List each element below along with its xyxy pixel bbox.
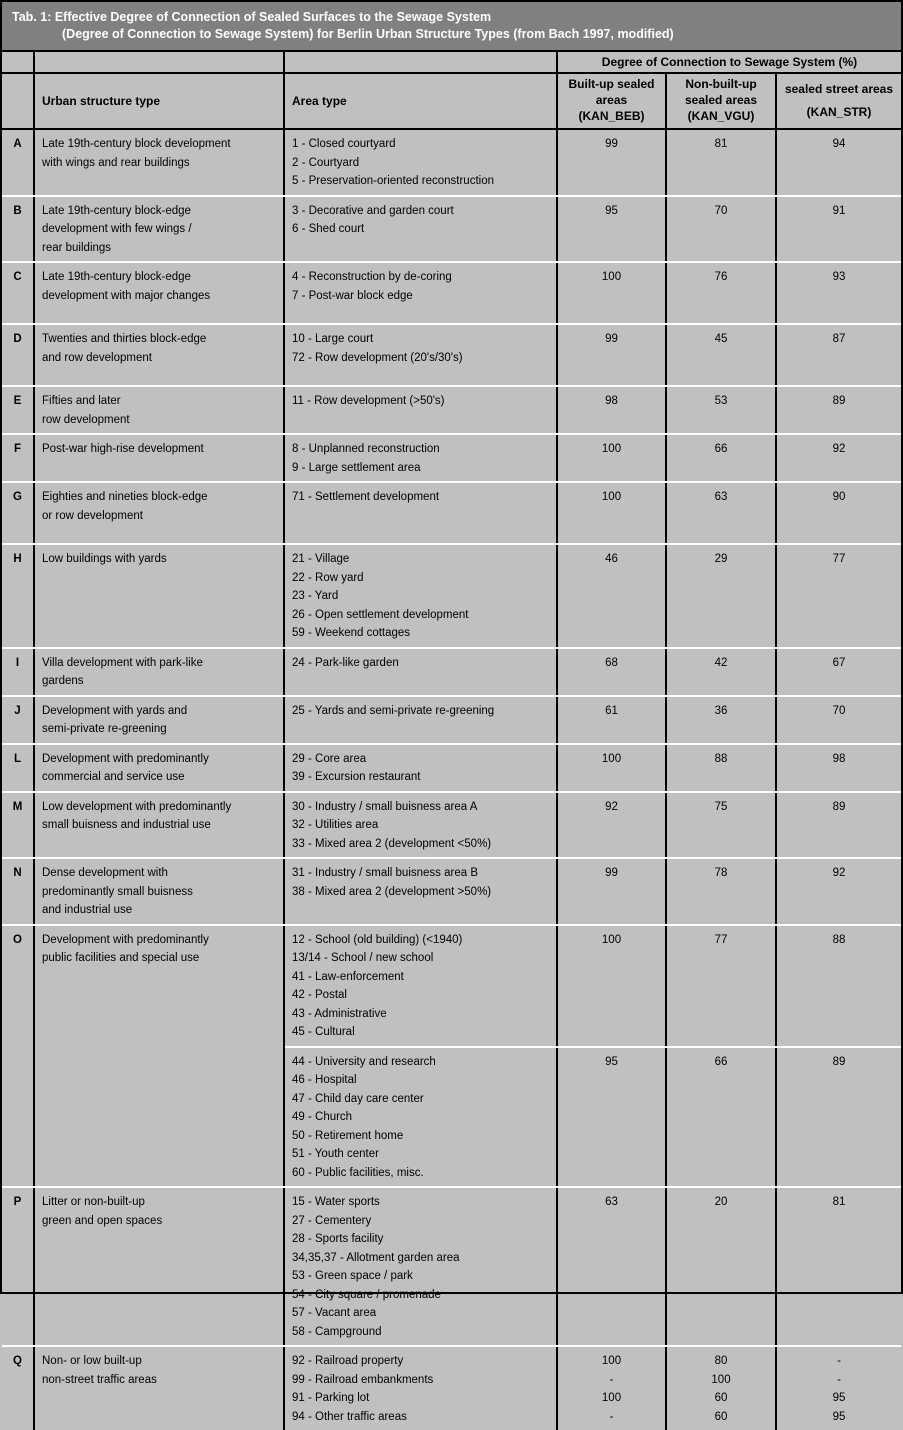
cell-urban-structure-type — [35, 697, 285, 743]
area-type-lines-item: 8 - Unplanned reconstruction — [292, 443, 440, 455]
cell-str — [777, 1352, 901, 1426]
area-type-lines-item: 7 - Post-war block edge — [292, 289, 413, 302]
cell-area-type — [285, 745, 558, 791]
cell-urban-structure-type — [35, 545, 285, 647]
row-key: I — [2, 649, 35, 695]
urban-structure-type-lines-item: predominantly small buisness — [42, 885, 193, 898]
table-title-line-2: (Degree of Connection to Sewage System) for Berlin Urban Structure Types (from Bach 1997, modified) — [62, 27, 674, 41]
header-str-line-1: sealed street areas — [784, 81, 894, 96]
cell-beb: 100 — [601, 491, 622, 503]
cell-vgu: 88 — [714, 752, 728, 765]
table-row — [2, 1188, 901, 1347]
cell-str-item: 95 — [832, 1410, 846, 1423]
urban-structure-type-lines — [42, 330, 278, 367]
area-type-lines-item: 38 - Mixed area 2 (development >50%) — [292, 885, 492, 898]
row-key: J — [2, 697, 35, 743]
area-type-lines-item: 23 - Yard — [292, 590, 339, 602]
table-row — [2, 325, 901, 387]
table-title — [2, 2, 901, 52]
header-group-spacer-key — [2, 52, 35, 72]
urban-structure-type-lines-item: with wings and rear buildings — [42, 156, 190, 169]
table-body — [2, 130, 901, 1430]
table-row — [2, 545, 901, 649]
area-type-lines-item: 60 - Public facilities, misc. — [292, 1166, 424, 1179]
cell-area-type — [285, 1347, 558, 1430]
area-type-lines-item: 51 - Youth center — [292, 1148, 379, 1160]
cell-beb: 99 — [605, 333, 618, 345]
table-subrow — [285, 926, 901, 1048]
cell-str-item: 95 — [832, 1392, 846, 1404]
area-type-lines-item: 30 - Industry / small buisness area A — [292, 800, 478, 813]
cell-str: 98 — [832, 752, 846, 765]
area-type-lines-item: 25 - Yards and semi-private re-greening — [292, 704, 495, 717]
urban-structure-type-lines-item: Twenties and thirties block-edge — [42, 333, 207, 345]
cell-beb-item: 100 — [601, 1355, 622, 1367]
urban-structure-type-lines-item: Low buildings with yards — [42, 553, 167, 565]
cell-str: 88 — [832, 933, 846, 946]
urban-structure-type-lines — [42, 654, 278, 691]
urban-structure-type-lines — [42, 798, 278, 835]
cell-urban-structure-type — [35, 325, 285, 385]
area-type-lines-item: 5 - Preservation-oriented reconstruction — [292, 175, 494, 187]
cell-vgu-item: 80 — [714, 1355, 728, 1367]
row-key: F — [2, 435, 35, 481]
area-type-lines-item: 34,35,37 - Allotment garden area — [292, 1251, 460, 1264]
urban-structure-type-lines — [42, 392, 278, 429]
header-vgu-line-3: (KAN_VGU) — [687, 109, 755, 123]
cell-urban-structure-type — [35, 1347, 285, 1430]
cell-vgu: 42 — [714, 656, 728, 669]
cell-beb-item: - — [609, 1373, 614, 1386]
cell-area-type — [285, 545, 558, 647]
area-type-lines-item: 99 - Railroad embankments — [292, 1373, 434, 1386]
urban-structure-type-lines-item: Development with predominantly — [42, 933, 209, 946]
area-type-lines — [292, 750, 551, 787]
urban-structure-type-lines-item: Non- or low built-up — [42, 1355, 142, 1367]
cell-str: 90 — [832, 491, 846, 503]
area-type-lines-item: 49 - Church — [292, 1111, 353, 1123]
cell-area-type — [285, 926, 558, 1046]
header-urban-structure-type: Urban structure type — [35, 74, 285, 128]
cell-vgu: 36 — [714, 704, 728, 717]
area-type-lines-item: 46 - Hospital — [292, 1074, 357, 1086]
table-row-merged — [2, 926, 901, 1189]
area-type-lines-item: 72 - Row development (20's/30's) — [292, 351, 463, 364]
row-key: G — [2, 483, 35, 543]
cell-urban-structure-type — [35, 130, 285, 195]
table-subrow — [285, 1048, 901, 1187]
cell-area-type — [285, 483, 558, 543]
area-type-lines — [292, 702, 551, 721]
table-row — [2, 793, 901, 860]
urban-structure-type-lines — [42, 550, 278, 569]
cell-vgu: 66 — [714, 443, 728, 455]
cell-str-item: - — [837, 1373, 841, 1386]
urban-structure-type-lines — [42, 931, 278, 968]
urban-structure-type-lines-item: gardens — [42, 675, 84, 687]
table-row — [2, 197, 901, 264]
area-type-lines-item: 31 - Industry / small buisness area B — [292, 867, 478, 879]
cell-beb: 95 — [605, 1055, 618, 1068]
cell-beb: 68 — [605, 656, 618, 669]
area-type-lines-item: 41 - Law-enforcement — [292, 970, 404, 983]
urban-structure-type-lines-item: and row development — [42, 351, 152, 364]
area-type-lines — [292, 1352, 551, 1426]
area-type-lines — [292, 268, 551, 305]
area-type-lines — [292, 135, 551, 191]
urban-structure-type-lines-item: Litter or non-built-up — [42, 1196, 145, 1208]
cell-vgu: 76 — [714, 271, 728, 283]
table-row — [2, 130, 901, 197]
row-key: L — [2, 745, 35, 791]
area-type-lines-item: 3 - Decorative and garden court — [292, 204, 454, 217]
area-type-lines — [292, 864, 551, 901]
cell-area-type — [285, 263, 558, 323]
cell-beb: 46 — [605, 553, 618, 565]
cell-str: 67 — [832, 656, 846, 669]
area-type-lines — [292, 1053, 551, 1183]
cell-beb: 99 — [605, 867, 618, 879]
table-row — [2, 387, 901, 435]
urban-structure-type-lines-item: Late 19th-century block-edge — [42, 204, 191, 217]
urban-structure-type-lines — [42, 135, 278, 172]
urban-structure-type-lines-item: Low development with predominantly — [42, 800, 232, 813]
urban-structure-type-lines — [42, 488, 278, 525]
area-type-lines-item: 32 - Utilities area — [292, 819, 379, 831]
urban-structure-type-lines-item: Development with yards and — [42, 704, 188, 717]
header-group-label: Degree of Connection to Sewage System (%) — [601, 55, 858, 69]
urban-structure-type-lines — [42, 440, 278, 459]
cell-vgu: 81 — [714, 138, 728, 150]
cell-area-type — [285, 130, 558, 195]
cell-urban-structure-type — [35, 435, 285, 481]
cell-vgu: 78 — [714, 867, 728, 879]
urban-structure-type-lines-item: public facilities and special use — [42, 952, 200, 964]
area-type-lines-item: 47 - Child day care center — [292, 1092, 424, 1105]
cell-str: 87 — [832, 333, 846, 345]
table-row — [2, 483, 901, 545]
area-type-lines-item: 28 - Sports facility — [292, 1233, 384, 1245]
area-type-lines-item: 92 - Railroad property — [292, 1355, 404, 1367]
header-vgu-line-2: sealed areas — [684, 93, 758, 107]
area-type-lines-item: 57 - Vacant area — [292, 1307, 377, 1319]
cell-urban-structure-type — [35, 745, 285, 791]
area-type-lines — [292, 440, 551, 477]
header-sealed-street-areas — [777, 74, 901, 128]
cell-vgu: 66 — [714, 1055, 728, 1068]
cell-vgu: 70 — [714, 204, 728, 217]
area-type-lines-item: 6 - Shed court — [292, 223, 365, 235]
cell-vgu-item: 100 — [711, 1373, 731, 1386]
cell-beb: 92 — [605, 800, 618, 813]
cell-beb-item: - — [609, 1410, 614, 1423]
urban-structure-type-lines-item: Fifties and later — [42, 395, 121, 407]
row-key: D — [2, 325, 35, 385]
urban-structure-type-lines-item: Late 19th-century block-edge — [42, 271, 191, 283]
urban-structure-type-lines — [42, 1352, 278, 1389]
urban-structure-type-lines — [42, 702, 278, 739]
cell-beb: 61 — [605, 704, 618, 717]
cell-area-type — [285, 197, 558, 262]
cell-urban-structure-type — [35, 483, 285, 543]
area-type-lines-item: 53 - Green space / park — [292, 1270, 413, 1282]
area-type-lines-item: 29 - Core area — [292, 752, 367, 765]
table-row — [2, 649, 901, 697]
area-type-lines-item: 26 - Open settlement development — [292, 608, 469, 621]
cell-str: 81 — [832, 1196, 846, 1208]
urban-structure-type-lines-item: rear buildings — [42, 241, 112, 254]
area-type-lines-item: 11 - Row development (>50's) — [292, 395, 445, 407]
table-row — [2, 859, 901, 926]
cell-str-item: - — [837, 1355, 841, 1367]
urban-structure-type-lines — [42, 750, 278, 787]
cell-beb: 100 — [601, 271, 622, 283]
area-type-lines-item: 58 - Campground — [292, 1325, 382, 1338]
cell-beb: 95 — [605, 204, 618, 217]
cell-beb: 98 — [605, 395, 618, 407]
urban-structure-type-lines — [42, 1193, 278, 1230]
area-type-lines-item: 9 - Large settlement area — [292, 461, 421, 474]
urban-structure-type-lines-item: commercial and service use — [42, 771, 185, 783]
urban-structure-type-lines-item: Villa development with park-like — [42, 656, 203, 669]
area-type-lines-item: 2 - Courtyard — [292, 156, 360, 169]
area-type-lines-item: 33 - Mixed area 2 (development <50%) — [292, 837, 492, 850]
cell-area-type — [285, 793, 558, 858]
cell-beb: 99 — [605, 138, 618, 150]
cell-area-type — [285, 387, 558, 433]
header-non-built-up-sealed-areas — [667, 74, 777, 128]
header-group-spacer-area — [285, 52, 558, 72]
cell-urban-structure-type — [35, 1188, 285, 1345]
area-type-lines-item: 94 - Other traffic areas — [292, 1410, 407, 1423]
table-grid — [2, 52, 901, 1423]
table-row — [2, 435, 901, 483]
area-type-lines-item: 39 - Excursion restaurant — [292, 771, 421, 783]
header-area-type: Area type — [285, 74, 558, 128]
header-str-line-2: (KAN_STR) — [806, 104, 872, 119]
cell-urban-structure-type — [35, 793, 285, 858]
cell-str: 77 — [832, 553, 846, 565]
cell-area-type — [285, 1188, 558, 1345]
header-key-column — [2, 74, 35, 128]
row-key: C — [2, 263, 35, 323]
cell-beb: 100 — [601, 933, 622, 946]
cell-str: 92 — [832, 867, 846, 879]
urban-structure-type-lines-item: green and open spaces — [42, 1214, 163, 1227]
header-group-row — [2, 52, 901, 74]
area-type-lines-item: 13/14 - School / new school — [292, 952, 434, 964]
cell-area-type — [285, 859, 558, 924]
area-type-lines-item: 1 - Closed courtyard — [292, 138, 396, 150]
area-type-lines-item: 45 - Cultural — [292, 1026, 355, 1038]
cell-area-type — [285, 649, 558, 695]
cell-beb-item: 100 — [601, 1392, 622, 1404]
cell-str: 94 — [832, 138, 846, 150]
cell-str: 93 — [832, 271, 846, 283]
area-type-lines — [292, 1193, 551, 1341]
urban-structure-type-lines-item: Post-war high-rise development — [42, 443, 204, 455]
row-key: H — [2, 545, 35, 647]
area-type-lines-item: 71 - Settlement development — [292, 491, 440, 503]
area-type-lines — [292, 202, 551, 239]
urban-structure-type-lines-item: development with few wings / — [42, 223, 192, 235]
area-type-lines-item: 54 - City square / promenade — [292, 1288, 441, 1301]
urban-structure-type-lines-item: Late 19th-century block development — [42, 138, 231, 150]
table-row — [2, 745, 901, 793]
table-row — [2, 263, 901, 325]
cell-beb — [558, 1352, 665, 1426]
area-type-lines-item: 4 - Reconstruction by de-coring — [292, 271, 452, 283]
area-type-lines — [292, 488, 551, 507]
cell-str: 91 — [832, 204, 846, 217]
cell-vgu: 75 — [714, 800, 728, 813]
cell-urban-structure-type — [35, 387, 285, 433]
area-type-lines-item: 15 - Water sports — [292, 1196, 380, 1208]
row-key: B — [2, 197, 35, 262]
urban-structure-type-lines-item: or row development — [42, 509, 143, 522]
area-type-lines-item: 43 - Administrative — [292, 1007, 387, 1020]
row-key: E — [2, 387, 35, 433]
cell-str: 89 — [832, 800, 846, 813]
area-type-lines-item: 21 - Village — [292, 553, 350, 565]
area-type-lines — [292, 330, 551, 367]
urban-structure-type-lines-item: and industrial use — [42, 904, 133, 916]
cell-urban-structure-type — [35, 649, 285, 695]
urban-structure-type-lines-item: small buisness and industrial use — [42, 819, 211, 831]
cell-area-type — [285, 697, 558, 743]
row-subrow-stack — [285, 926, 901, 1187]
area-type-lines-item: 42 - Postal — [292, 989, 347, 1001]
cell-urban-structure-type — [35, 263, 285, 323]
cell-beb: 100 — [601, 443, 622, 455]
area-type-lines — [292, 931, 551, 1042]
row-key: A — [2, 130, 35, 195]
area-type-lines-item: 59 - Weekend cottages — [292, 627, 411, 639]
row-key: M — [2, 793, 35, 858]
cell-beb: 63 — [605, 1196, 618, 1208]
header-vgu-line-1: Non-built-up — [685, 77, 757, 91]
cell-vgu: 20 — [714, 1196, 728, 1208]
header-built-up-sealed-areas — [558, 74, 667, 128]
cell-str: 92 — [832, 443, 846, 455]
area-type-lines-item: 12 - School (old building) (<1940) — [292, 933, 463, 946]
area-type-lines-item: 50 - Retirement home — [292, 1129, 404, 1142]
area-type-lines — [292, 392, 551, 411]
cell-area-type — [285, 1048, 558, 1187]
area-type-lines-item: 27 - Cementery — [292, 1214, 372, 1227]
table-title-line-1: Tab. 1: Effective Degree of Connection of Sealed Surfaces to the Sewage System — [12, 10, 492, 24]
urban-structure-type-lines-item: Development with predominantly — [42, 752, 209, 765]
area-type-lines — [292, 798, 551, 854]
cell-vgu: 45 — [714, 333, 728, 345]
urban-structure-type-lines-item: row development — [42, 413, 130, 426]
urban-structure-type-lines-item: semi-private re-greening — [42, 723, 167, 735]
urban-structure-type-lines-item: non-street traffic areas — [42, 1373, 157, 1386]
cell-vgu: 29 — [714, 553, 728, 565]
cell-beb: 100 — [601, 752, 622, 765]
cell-urban-structure-type — [35, 859, 285, 924]
table-row — [2, 1347, 901, 1430]
row-key: N — [2, 859, 35, 924]
header-beb-line-3: (KAN_BEB) — [578, 109, 645, 123]
row-key: O — [2, 926, 35, 1187]
row-key: Q — [2, 1347, 35, 1430]
cell-str: 89 — [832, 395, 846, 407]
area-type-lines — [292, 654, 551, 673]
urban-structure-type-lines-item: Dense development with — [42, 867, 168, 879]
cell-urban-structure-type — [35, 926, 285, 1187]
table-row — [2, 697, 901, 745]
area-type-lines — [292, 550, 551, 643]
urban-structure-type-lines — [42, 268, 278, 305]
header-beb-line-1: Built-up sealed — [568, 77, 655, 91]
area-type-lines-item: 91 - Parking lot — [292, 1392, 370, 1404]
cell-urban-structure-type — [35, 197, 285, 262]
cell-vgu-item: 60 — [714, 1410, 728, 1423]
cell-vgu-item: 60 — [714, 1392, 728, 1404]
cell-vgu: 63 — [714, 491, 728, 503]
area-type-lines-item: 24 - Park-like garden — [292, 656, 399, 669]
cell-str: 70 — [832, 704, 846, 717]
row-key: P — [2, 1188, 35, 1345]
header-beb-line-2: areas — [595, 93, 628, 107]
cell-area-type — [285, 435, 558, 481]
cell-str: 89 — [832, 1055, 846, 1068]
urban-structure-type-lines-item: development with major changes — [42, 289, 211, 302]
cell-vgu: 53 — [714, 395, 728, 407]
urban-structure-type-lines — [42, 864, 278, 920]
header-group-spacer-urban — [35, 52, 285, 72]
cell-vgu — [667, 1352, 775, 1426]
urban-structure-type-lines — [42, 202, 278, 258]
header-main-row — [2, 74, 901, 130]
area-type-lines-item: 10 - Large court — [292, 333, 374, 345]
area-type-lines-item: 22 - Row yard — [292, 571, 364, 584]
cell-vgu: 77 — [714, 933, 728, 946]
area-type-lines-item: 44 - University and research — [292, 1055, 436, 1068]
urban-structure-type-lines-item: Eighties and nineties block-edge — [42, 491, 208, 503]
cell-area-type — [285, 325, 558, 385]
